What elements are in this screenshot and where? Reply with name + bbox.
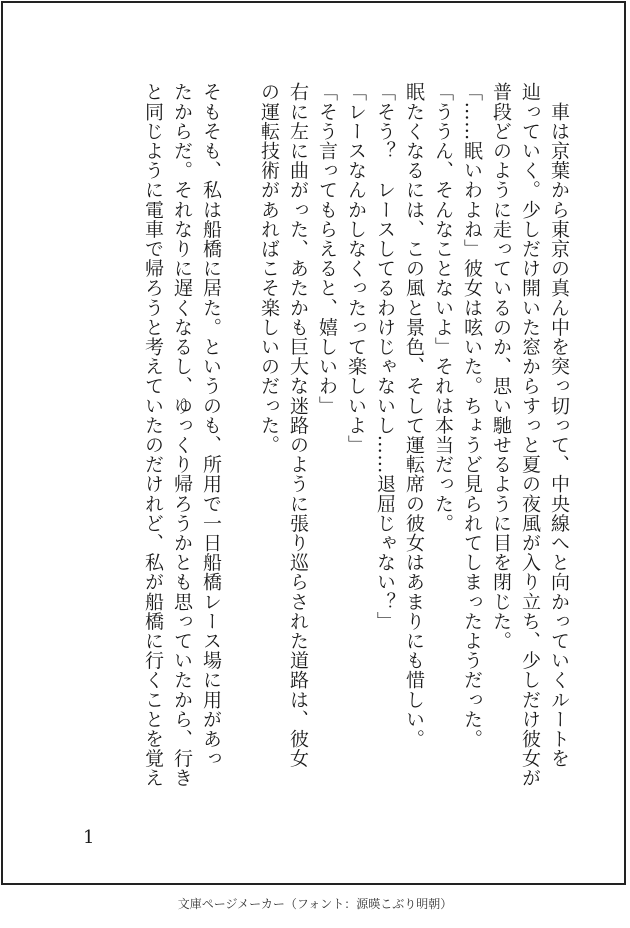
text-line: と同じように電車で帰ろうと考えていたのだけれど、私が船橋に行くことを覚え bbox=[142, 82, 164, 788]
text-line: 「レースなんかしなくったって楽しいよ」 bbox=[345, 82, 367, 455]
text-line: の運転技術があればこそ楽しいのだった。 bbox=[258, 82, 280, 455]
text-line: たからだ。それなりに遅くなるし、ゆっくり帰ろうかとも思っていたから、行き bbox=[171, 82, 193, 788]
page-number: 1 bbox=[83, 827, 95, 848]
blank-line bbox=[225, 82, 254, 802]
text-line: 「ううん、そんなことないよ」それは本当だった。 bbox=[432, 82, 454, 533]
text-line: 「そう言ってもらえると、嬉しいわ」 bbox=[316, 82, 338, 416]
text-line: 「そう？ レースしてるわけじゃないし……退屈じゃない？」 bbox=[374, 82, 396, 631]
vertical-text-body bbox=[73, 82, 573, 802]
text-line: 車は京葉から東京の真ん中を突っ切って、中央線へと向かっていくルートを bbox=[548, 82, 570, 768]
text-line: 眠たくなるには、この風と景色、そして運転席の彼女はあまりにも惜しい。 bbox=[403, 82, 425, 749]
text-line: そもそも、私は船橋に居た。というのも、所用で一日船橋レース場に用があっ bbox=[200, 82, 222, 768]
text-line: 辿っていく。少しだけ開いた窓からすっと夏の夜風が入り立ち、少しだけ彼女が bbox=[519, 82, 541, 788]
text-line: 「……眠いわよね」彼女は呟いた。ちょうど見られてしまったようだった。 bbox=[461, 82, 483, 749]
text-line: 普段どのように走っているのか、思い馳せるように目を閉じた。 bbox=[490, 82, 512, 651]
text-line: 右に左に曲がった、あたかも巨大な迷路のように張り巡らされた道路は、彼女 bbox=[287, 82, 309, 768]
footer-credit: 文庫ページメーカー（フォント：源暎こぶり明朝） bbox=[177, 897, 453, 911]
page-frame bbox=[1, 1, 626, 885]
